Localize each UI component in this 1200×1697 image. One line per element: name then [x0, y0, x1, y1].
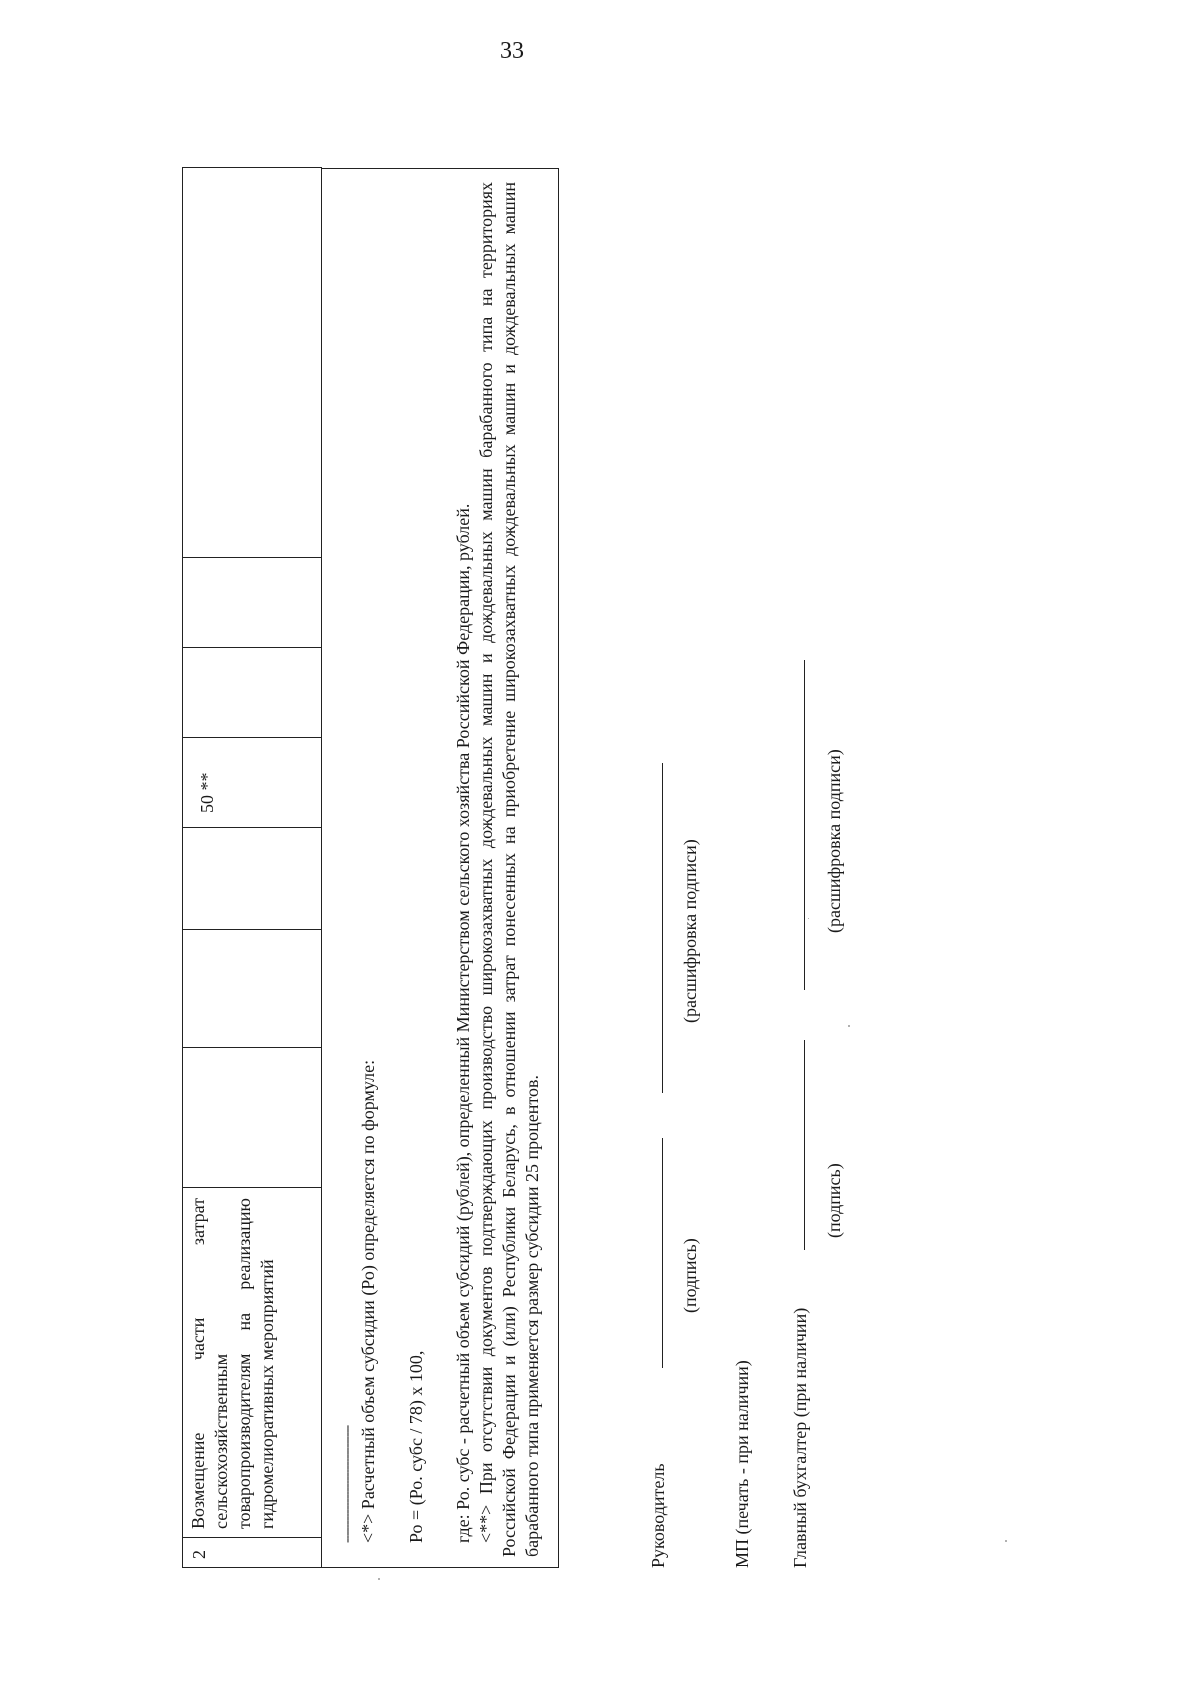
accountant-decode-line [804, 660, 805, 990]
value-cell-2 [183, 929, 322, 1047]
scan-speck [848, 1025, 850, 1027]
head-label: Руководитель [648, 1463, 668, 1568]
footnotes-box [322, 168, 559, 1568]
accountant-label: Главный бухгалтер (при наличии) [790, 1307, 810, 1568]
head-decode-line [662, 763, 663, 1093]
value-cell-6 [183, 557, 322, 647]
subsidy-table [182, 167, 322, 1568]
scan-speck [378, 1578, 380, 1580]
row-name-line-2: сельскохозяйственным [211, 1353, 231, 1529]
accountant-signature-line [804, 1040, 805, 1250]
footnote-1: <*> Расчетный объем субсидии (Ро) определяется по формуле: [358, 1059, 378, 1543]
value-cell-1 [183, 1047, 322, 1187]
footnote-paragraph [452, 182, 544, 1557]
stamp-label: МП (печать - при наличии) [732, 1360, 752, 1568]
row-name-line-3: товаропроизводителям на реализацию [234, 1197, 254, 1529]
rotated-content [182, 168, 844, 1568]
row-name-line-4: гидромелиоративных мероприятий [257, 1259, 277, 1529]
table-row [183, 167, 322, 1567]
value-cell-4: 50 ** [183, 737, 322, 827]
head-decode-caption: (расшифровка подписи) [680, 839, 700, 1023]
accountant-decode-caption: (расшифровка подписи) [824, 749, 844, 933]
accountant-signature-caption: (подпись) [824, 1163, 844, 1238]
footnote-2: <**> При отсутствии документов подтверждающих производство широкозахватных дождевальных машин и дождевальных машин барабанного типа на территориях Российской Федерации и (или) Республики Беларусь, в отношении затрат понесенных на приобретение широкозахватных дождевальных машин и дождевальных машин барабанного типа применяется размер субсидии 25 процентов. [476, 182, 542, 1557]
footnote-definition: где: Ро. субс - расчетный объем субсидий (рублей), определенный Министерством сельского хозяйства Российской Федерации, рублей. [453, 503, 473, 1543]
row-name [183, 1187, 322, 1537]
row-number: 2 [183, 1538, 322, 1568]
page-number: 33 [500, 38, 524, 64]
row-name-line-1: Возмещение части затрат [188, 1197, 208, 1529]
scan-speck [808, 918, 809, 919]
formula: Ро = (Ро. субс / 78) х 100, [406, 1350, 426, 1543]
value-cell-3 [183, 827, 322, 929]
head-signature-line [662, 1138, 663, 1368]
footnote-separator: -------------------------------- [340, 1425, 355, 1543]
head-signature-caption: (подпись) [680, 1238, 700, 1313]
value-cell-7 [183, 167, 322, 557]
scan-speck [1005, 1540, 1007, 1542]
value-cell-5 [183, 647, 322, 737]
